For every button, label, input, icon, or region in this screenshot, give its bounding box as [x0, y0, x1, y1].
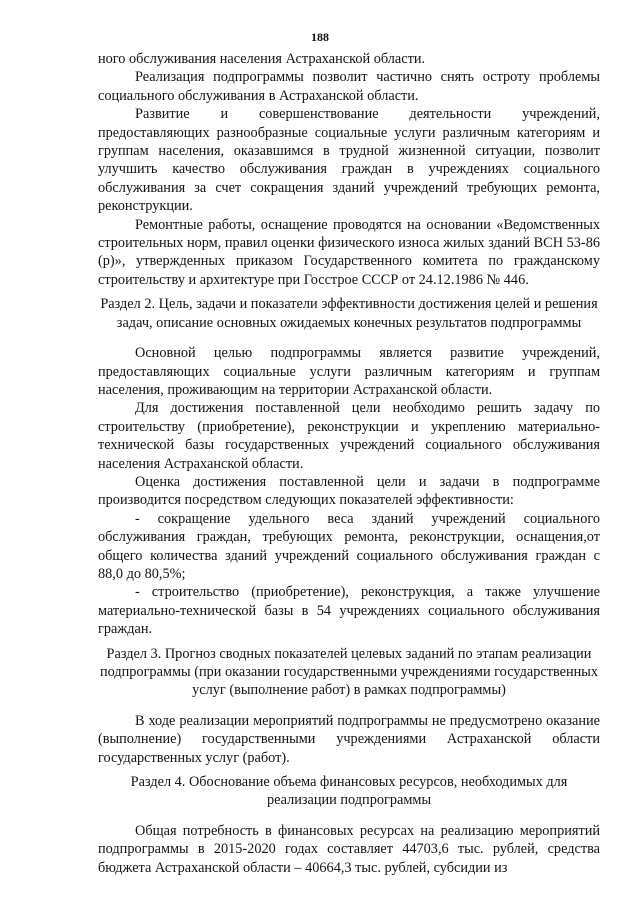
paragraph: Реализация подпрограммы позволит частично снять остроту проблемы социального обслуживания в Астраханской области.	[98, 69, 600, 104]
paragraph: В ходе реализации мероприятий подпрограммы не предусмотрено оказание (выполнение) государственными учреждениями Астраханской области государственных услуг (работ).	[98, 712, 600, 766]
paragraph: Общая потребность в финансовых ресурсах на реализацию мероприятий подпрограммы в 2015-2020 годах составляет 44703,6 тыс. рублей, средства бюджета Астраханской области – 40664,3 тыс. рублей, субсидии из	[98, 822, 600, 876]
paragraph: Основной целью подпрограммы является развитие учреждений, предоставляющих социальные услуги различным категориям и группам населения, проживающим на территории Астраханской области.	[98, 345, 600, 398]
section-2-heading: Раздел 2. Цель, задачи и показатели эффективности достижения целей и решения задач, описание основных ожидаемых конечных результатов подпрограммы	[100, 296, 598, 331]
paragraph: Ремонтные работы, оснащение проводятся на основании «Ведомственных строительных норм, правил оценки физического износа жилых зданий ВСН 53-86 (р)», утвержденных приказом Государственного комитета по гражданскому строительству и архитектуре при Госстрое СССР от 24.12.1986 № 446.	[98, 216, 600, 288]
paragraph: Развитие и совершенствование деятельности учреждений, предоставляющих разнообразные социальные услуги различным категориям и группам населения, оказавшимся в трудной жизненной ситуации, позволит улучшить качество обслуживания граждан в учреждениях социального обслуживания за счет сокращения зданий учреждений требующих ремонта, реконструкции.	[98, 106, 600, 215]
list-item: - строительство (приобретение), реконструкция, а также улучшение материально-технической базы в 54 учреждениях социального обслуживания граждан.	[98, 584, 600, 638]
paragraph: Для достижения поставленной цели необходимо решить задачу по строительству (приобретение), реконструкции и укреплению материально-технической базы государственных учреждений социального обслуживания населения Астраханской области.	[98, 400, 600, 472]
page-content	[98, 50, 600, 877]
section-4-heading: Раздел 4. Обоснование объема финансовых ресурсов, необходимых для реализации подпрограммы	[130, 774, 568, 809]
paragraph: Оценка достижения поставленной цели и задачи в подпрограмме производится посредством следующих показателей эффективности:	[98, 473, 600, 509]
list-item: - сокращение удельного веса зданий учреждений социального обслуживания граждан, требующих ремонта, реконструкции, оснащения,от общего количества зданий учреждений социального обслуживания граждан с 88,0 до 80,5%;	[98, 510, 600, 582]
section-3-heading: Раздел 3. Прогноз сводных показателей целевых заданий по этапам реализации подпрограммы (при оказании государственными учреждениями государственных услуг (выполнение работ) в рамках подпрограммы)	[99, 645, 599, 699]
paragraph-continuation: ного обслуживания населения Астраханской области.	[98, 51, 426, 67]
page-number: 188	[311, 30, 329, 44]
